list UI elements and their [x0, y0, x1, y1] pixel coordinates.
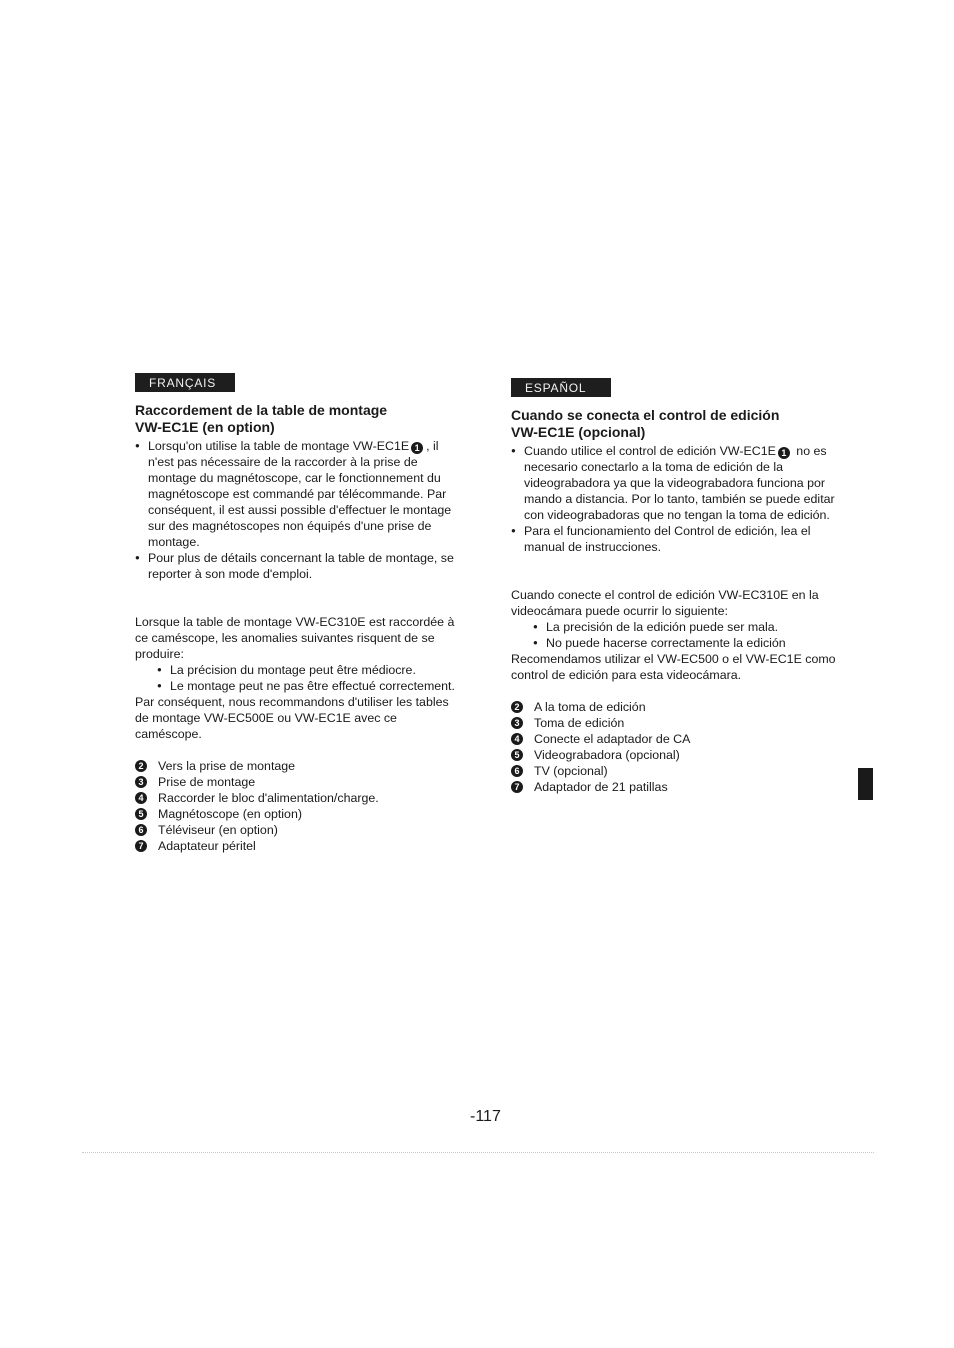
number-marker-icon: 4 [511, 733, 523, 745]
sub-bullet-item: ● Le montage peut ne pas être effectué correctement. [157, 678, 465, 694]
legend-item [135, 822, 465, 838]
legend-item [135, 806, 465, 822]
legend-label: Vers la prise de montage [158, 759, 296, 773]
bullet-text: Lorsqu'on utilise la table de montage VW-EC1E [148, 439, 410, 453]
section-edge-marker [858, 768, 873, 800]
paragraph: Recomendamos utilizar el VW-EC500 o el VW-EC1E como control de edición para esta videocámara. [511, 652, 836, 682]
page-number: -117 [470, 1108, 501, 1125]
section-title-line1: Cuando se conecta el control de edición [511, 407, 780, 423]
paragraph: Par conséquent, nous recommandons d'utiliser les tables de montage VW-EC500E ou VW-EC1E avec ce caméscope. [135, 695, 449, 741]
bullet-item [135, 438, 465, 550]
numbered-legend [135, 758, 465, 854]
sub-bullet-list [135, 662, 465, 694]
section-title [135, 402, 465, 436]
bullet-text: no es necesario conectarlo a la toma de edición de la videograbadora ya que la videograbadora funciona por mando a distancia. Por lo tanto, también se puede editar con videograbadoras que no tengan la toma de edición. [524, 444, 835, 522]
section-title-line1: Raccordement de la table de montage [135, 402, 388, 418]
spanish-column [511, 378, 841, 795]
number-marker-icon: 2 [135, 760, 147, 772]
section-title-line2: VW-EC1E (opcional) [511, 424, 646, 440]
legend-item [135, 758, 465, 774]
legend-item [135, 790, 465, 806]
legend-item [511, 763, 841, 779]
legend-label: Magnétoscope (en option) [158, 807, 302, 821]
legend-label: Toma de edición [534, 716, 625, 730]
section-title-line2: VW-EC1E (en option) [135, 419, 275, 435]
legend-label: Téléviseur (en option) [158, 823, 278, 837]
number-marker-icon: 4 [135, 792, 147, 804]
sub-bullet-item: ● No puede hacerse correctamente la edición [533, 635, 841, 651]
legend-item [511, 779, 841, 795]
language-tab-francais: FRANÇAIS [135, 373, 235, 392]
french-column [135, 373, 465, 854]
number-marker-icon: 2 [511, 701, 523, 713]
legend-label: Prise de montage [158, 775, 256, 789]
numbered-legend [511, 699, 841, 795]
number-marker-icon: 1 [411, 442, 423, 454]
number-marker-icon: 7 [135, 840, 147, 852]
paragraph: Cuando conecte el control de edición VW-EC310E en la videocámara puede ocurrir lo siguiente: [511, 588, 819, 618]
legend-label: A la toma de edición [534, 700, 646, 714]
legend-label: TV (opcional) [534, 764, 608, 778]
bullet-list [135, 438, 465, 582]
sub-bullet-list [511, 619, 841, 651]
sub-bullet-item: ● La precisión de la edición puede ser mala. [533, 619, 841, 635]
legend-label: Videograbadora (opcional) [534, 748, 680, 762]
paragraph: Lorsque la table de montage VW-EC310E est raccordée à ce caméscope, les anomalies suivantes risquent de se produire: [135, 615, 455, 661]
legend-item [511, 715, 841, 731]
number-marker-icon: 1 [778, 447, 790, 459]
legend-item [135, 774, 465, 790]
section-title [511, 407, 841, 441]
number-marker-icon: 6 [135, 824, 147, 836]
legend-label: Conecte el adaptador de CA [534, 732, 691, 746]
number-marker-icon: 5 [511, 749, 523, 761]
bullet-text: Cuando utilice el control de edición VW-EC1E [524, 444, 776, 458]
bullet-item [511, 443, 841, 523]
number-marker-icon: 5 [135, 808, 147, 820]
number-marker-icon: 3 [511, 717, 523, 729]
bottom-rule [82, 1152, 874, 1153]
number-marker-icon: 7 [511, 781, 523, 793]
number-marker-icon: 3 [135, 776, 147, 788]
legend-item [511, 699, 841, 715]
bullet-text: , il n'est pas nécessaire de la raccorder à la prise de montage du magnétoscope, car le fonctionnement du magnétoscope est commandé par télécommande. Par conséquent, il est aussi possible d'effectuer le montage sur des magnétoscopes non équipés d'une prise de montage. [148, 439, 452, 549]
bullet-item: ● Pour plus de détails concernant la table de montage, se reporter à son mode d'emploi. [135, 550, 465, 582]
legend-item [511, 731, 841, 747]
bullet-list [511, 443, 841, 555]
legend-item [135, 838, 465, 854]
legend-label: Adaptador de 21 patillas [534, 780, 668, 794]
legend-label: Raccorder le bloc d'alimentation/charge. [158, 791, 379, 805]
bullet-item: ● Para el funcionamiento del Control de edición, lea el manual de instrucciones. [511, 523, 841, 555]
legend-label: Adaptateur péritel [158, 839, 256, 853]
language-tab-espanol: ESPAÑOL [511, 378, 611, 397]
sub-bullet-item: ● La précision du montage peut être médiocre. [157, 662, 465, 678]
number-marker-icon: 6 [511, 765, 523, 777]
legend-item [511, 747, 841, 763]
